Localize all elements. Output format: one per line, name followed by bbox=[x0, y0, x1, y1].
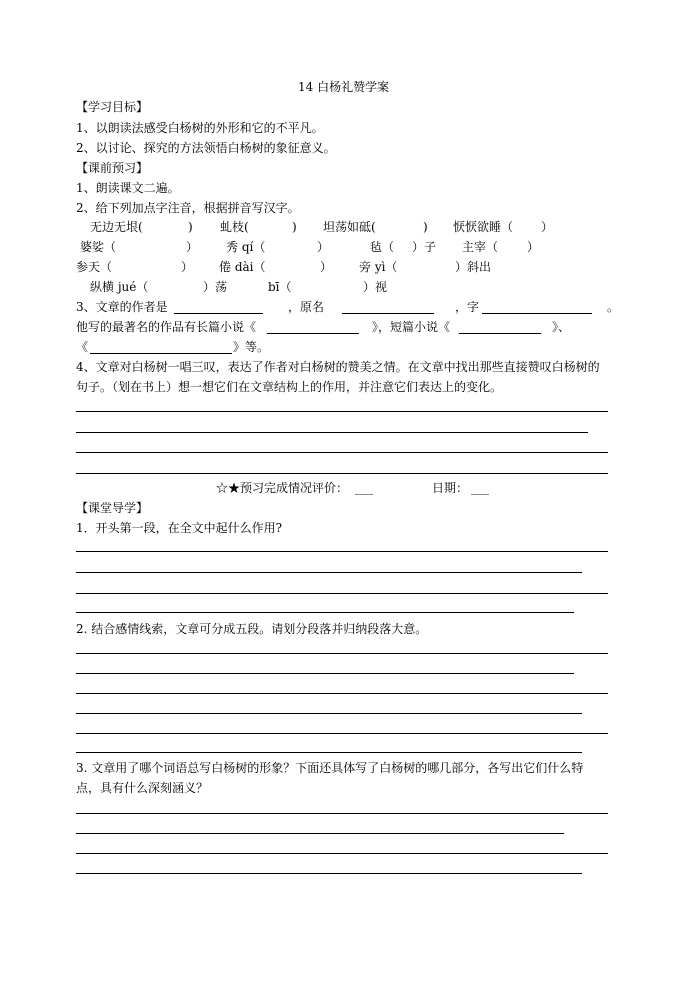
answer-line bbox=[76, 572, 582, 573]
pinyin-item-close: ）视 bbox=[363, 280, 388, 294]
pinyin-item: 婆娑（ bbox=[80, 240, 117, 254]
class-question-3-line-2: 点，具有什么深刻涵义？ bbox=[76, 781, 209, 795]
pinyin-item: 坦荡如砥( bbox=[323, 220, 376, 234]
preview-question-2: 2、给下列加点字注音，根据拼音写汉字。 bbox=[76, 201, 300, 215]
class-question-2: 2. 结合感情线索，文章可分成五段。请划分段落并归纳段落大意。 bbox=[76, 622, 428, 636]
pinyin-item: 参天（ bbox=[76, 260, 113, 274]
pinyin-item: 恹恹欲睡（ bbox=[453, 220, 514, 234]
pinyin-item: 旁 yì（ bbox=[359, 260, 398, 274]
pinyin-item-close: ）荡 bbox=[203, 280, 228, 294]
evaluation-blank: ___ bbox=[355, 481, 373, 495]
answer-line bbox=[76, 452, 608, 453]
class-question-1: 1．开头第一段，在全文中起什么作用? bbox=[76, 521, 283, 535]
pinyin-item: bī（ bbox=[268, 280, 292, 294]
answer-line bbox=[76, 673, 574, 674]
pinyin-item-close: ） bbox=[541, 220, 554, 234]
author-question-label: 3、文章的作者是 bbox=[76, 300, 168, 314]
question-4-line-2: 句子。（划在书上）想一想它们在文章结构上的作用，并注意它们表达上的变化。 bbox=[76, 380, 503, 394]
evaluation-label: ☆★预习完成情况评价： bbox=[216, 481, 349, 495]
pinyin-item-close: ) bbox=[423, 220, 428, 234]
answer-line bbox=[76, 551, 608, 552]
answer-line bbox=[76, 752, 582, 753]
pinyin-item: 倦 dài（ bbox=[219, 260, 266, 274]
preview-question-1: 1、朗读课文二遍。 bbox=[76, 181, 180, 195]
pinyin-item-close: ） bbox=[317, 240, 330, 254]
answer-line bbox=[76, 693, 608, 694]
author-blank bbox=[174, 313, 263, 314]
question-4-line-1: 4、文章对白杨树一唱三叹，表达了作者对白杨树的赞美之情。在文章中找出那些直接赞叹白杨树的 bbox=[76, 360, 600, 374]
answer-line bbox=[76, 873, 582, 874]
pinyin-item-close: ) bbox=[292, 220, 297, 234]
works-label: 他写的最著名的作品有长篇小说《 bbox=[76, 320, 257, 334]
goal-item: 1、以朗读法感受白杨树的外形和它的不平凡。 bbox=[76, 121, 324, 135]
answer-line bbox=[76, 813, 608, 814]
answer-line bbox=[76, 593, 608, 594]
section-heading-goals: 【学习目标】 bbox=[76, 100, 149, 114]
section-heading-class: 【课堂导学】 bbox=[76, 501, 149, 515]
class-question-3-line-1: 3. 文章用了哪个词语总写白杨树的形象？下面还具体写了白杨树的哪几部分，各写出它们什么特 bbox=[76, 761, 584, 775]
answer-line bbox=[76, 733, 608, 734]
short-story-label: 》，短篇小说《 bbox=[372, 320, 451, 334]
pinyin-item-close: ） bbox=[186, 240, 199, 254]
page-title: 14 白杨礼赞学案 bbox=[298, 80, 390, 94]
pinyin-item: 毡（ bbox=[370, 240, 395, 254]
pinyin-item: 纵横 jué（ bbox=[90, 280, 149, 294]
answer-line bbox=[76, 833, 564, 834]
date-blank: ___ bbox=[471, 481, 489, 495]
pinyin-item: 虬枝( bbox=[220, 220, 249, 234]
answer-line bbox=[76, 411, 608, 412]
goal-item: 2、以讨论、探究的方法领悟白杨树的象征意义。 bbox=[76, 141, 336, 155]
pinyin-item-close: ）斜出 bbox=[455, 260, 492, 274]
date-label: 日期： bbox=[432, 481, 469, 495]
original-name-blank bbox=[342, 313, 434, 314]
novel-blank bbox=[267, 333, 359, 334]
courtesy-name-label: ，字 bbox=[455, 300, 480, 314]
answer-line bbox=[76, 473, 608, 474]
answer-line bbox=[76, 432, 588, 433]
bracket-close: 》、 bbox=[552, 320, 571, 334]
answer-line bbox=[76, 612, 574, 613]
answer-line bbox=[76, 713, 582, 714]
period: 。 bbox=[607, 300, 620, 314]
pinyin-item: 主宰（ bbox=[462, 240, 499, 254]
pinyin-item: 无边无垠( bbox=[90, 220, 143, 234]
courtesy-name-blank bbox=[482, 313, 592, 314]
answer-line bbox=[76, 653, 608, 654]
answer-line bbox=[76, 853, 608, 854]
pinyin-item: 秀 qí（ bbox=[226, 240, 266, 254]
pinyin-item-close: ） bbox=[527, 240, 540, 254]
works-end: 》等。 bbox=[233, 340, 270, 354]
pinyin-item-close: ） bbox=[320, 260, 333, 274]
section-heading-preview: 【课前预习】 bbox=[76, 161, 149, 175]
pinyin-item-close: ) bbox=[188, 220, 193, 234]
pinyin-item-close: ）子 bbox=[412, 240, 437, 254]
original-name-label: ，原名 bbox=[288, 300, 325, 314]
short-story-blank-2 bbox=[90, 353, 232, 354]
pinyin-item-close: ） bbox=[181, 260, 194, 274]
short-story-blank-1 bbox=[459, 333, 541, 334]
bracket-open: 《 bbox=[76, 340, 89, 354]
